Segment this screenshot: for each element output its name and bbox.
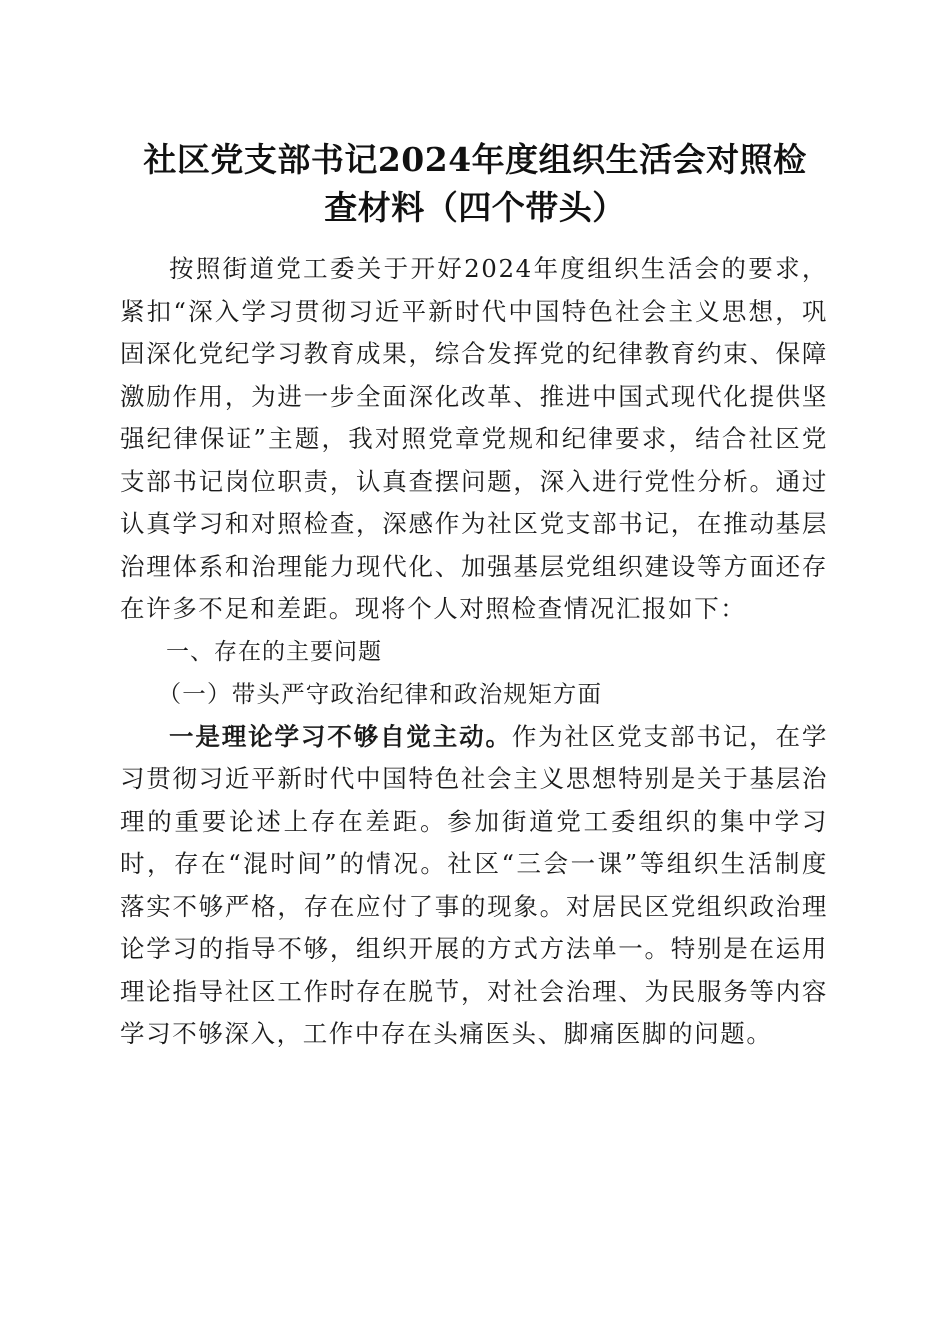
title-line-2: 查材料（四个带头） <box>324 188 626 227</box>
section-heading-problems: 一、存在的主要问题 <box>166 638 382 665</box>
title-line-1: 社区党支部书记2024年度组织生活会对照检 <box>143 140 807 179</box>
document-body <box>120 248 828 1056</box>
subsection-heading-political-discipline: （一）带头严守政治纪律和政治规矩方面 <box>157 680 603 708</box>
document-title <box>100 136 850 232</box>
intro-paragraph: 按照街道党工委关于开好2024年度组织生活会的要求，紧扣“深入学习贯彻习近平新时代中国特色社会主义思想，巩固深化党纪学习教育成果，综合发挥党的纪律教育约束、保障激励作用，为进一步全面深化改革、推进中国式现代化提供坚强纪律保证”主题，我对照党章党规和纪律要求，结合社区党支部书记岗位职责，认真查摆问题，深入进行党性分析。通过认真学习和对照检查，深感作为社区党支部书记，在推动基层治理体系和治理能力现代化、加强基层党组织建设等方面还存在许多不足和差距。现将个人对照检查情况汇报如下： <box>120 254 828 623</box>
point-body: 作为社区党支部书记，在学习贯彻习近平新时代中国特色社会主义思想特别是关于基层治理的重要论述上存在差距。参加街道党工委组织的集中学习时，存在“混时间”的情况。社区“三会一课”等组织生活制度落实不够严格，存在应付了事的现象。对居民区党组织政治理论学习的指导不够，组织开展的方式方法单一。特别是在运用理论指导社区工作时存在脱节，对社会治理、为民服务等内容学习不够深入，工作中存在头痛医头、脚痛医脚的问题。 <box>120 721 828 1048</box>
point-paragraph-theory-study <box>120 716 828 1056</box>
point-lead: 一是理论学习不够自觉主动。 <box>169 721 512 751</box>
